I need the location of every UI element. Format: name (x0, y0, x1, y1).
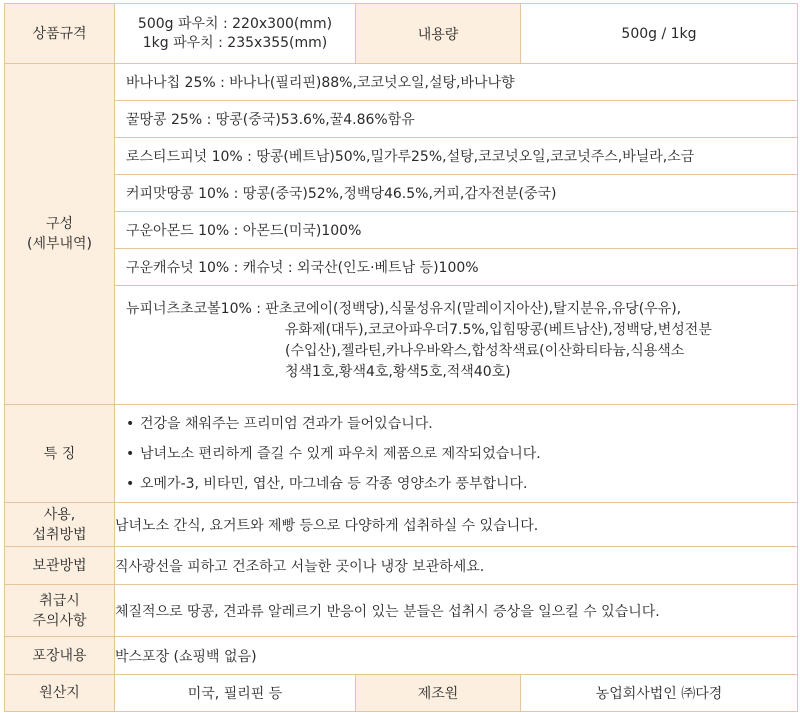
row-feature (5, 405, 798, 503)
row-composition (5, 64, 798, 405)
feature-item (115, 469, 797, 499)
feature-list (115, 405, 798, 503)
bullet-icon: • (126, 445, 135, 462)
label-caution-line2: 주의사항 (32, 612, 87, 629)
label-content: 내용량 (356, 4, 521, 64)
origin-value: 미국, 필리핀 등 (115, 675, 356, 712)
row-caution (5, 585, 798, 637)
composition-item-chocoball (115, 286, 797, 389)
label-size: 상품규격 (5, 4, 115, 64)
composition-item: 바나나칩 25% : 바나나(필리핀)88%,코코넛오일,설탕,바나나향 (115, 64, 797, 101)
spec-table (4, 3, 798, 712)
size-value (115, 4, 356, 64)
content-value: 500g / 1kg (521, 4, 798, 64)
label-maker: 제조원 (356, 675, 521, 712)
composition-item: 구운아몬드 10% : 아몬드(미국)100% (115, 212, 797, 249)
label-composition-line2: (세부내역) (26, 236, 93, 252)
feature-item (115, 409, 797, 439)
bullet-icon: • (126, 415, 135, 432)
label-storage: 보관방법 (5, 547, 115, 585)
row-size (5, 4, 798, 64)
composition-list (115, 64, 798, 405)
chocoball-line3: (수입산),젤라틴,카나우바왁스,합성착색료(이산화티타늄,식용색소 (285, 343, 685, 359)
maker-value: 농업회사법인 ㈜다경 (521, 675, 798, 712)
label-composition (5, 64, 115, 405)
row-package (5, 637, 798, 675)
row-usage (5, 503, 798, 547)
storage-value: 직사광선을 피하고 건조하고 서늘한 곳이나 냉장 보관하세요. (115, 547, 798, 585)
feature-text: 건강을 채워주는 프리미엄 견과가 들어있습니다. (140, 415, 433, 432)
size-line-1kg: 1kg 파우치 : 235x355(mm) (142, 34, 328, 51)
package-value: 박스포장 (쇼핑백 없음) (115, 637, 798, 675)
row-origin (5, 675, 798, 712)
composition-item: 구운캐슈넛 10% : 캐슈넛 : 외국산(인도·베트남 등)100% (115, 249, 797, 286)
label-caution-line1: 취급시 (39, 592, 80, 609)
label-caution (5, 585, 115, 637)
caution-value: 체질적으로 땅콩, 견과류 알레르기 반응이 있는 분들은 섭취시 증상을 일으킬 수 있습니다. (115, 585, 798, 637)
composition-item: 로스티드피넛 10% : 땅콩(베트남)50%,밀가루25%,설탕,코코넛오일,코코넛주스,바닐라,소금 (115, 138, 797, 175)
composition-item: 꿀땅콩 25% : 땅콩(중국)53.6%,꿀4.86%함유 (115, 101, 797, 138)
chocoball-line4: 청색1호,황색4호,황색5호,적색40호) (285, 364, 511, 380)
usage-value: 남녀노소 간식, 요거트와 제빵 등으로 다양하게 섭취하실 수 있습니다. (115, 503, 798, 547)
label-usage (5, 503, 115, 547)
label-usage-line2: 섭취방법 (32, 526, 87, 543)
chocoball-line2: 유화제(대두),코코아파우더7.5%,입힘땅콩(베트남산),정백당,변성전분 (285, 322, 712, 338)
feature-text: 남녀노소 편리하게 즐길 수 있게 파우치 제품으로 제작되었습니다. (140, 445, 541, 462)
label-origin: 원산지 (5, 675, 115, 712)
row-storage (5, 547, 798, 585)
size-line-500g: 500g 파우치 : 220x300(mm) (137, 15, 333, 32)
bullet-icon: • (126, 475, 135, 492)
feature-item (115, 439, 797, 469)
composition-item: 커피맛땅콩 10% : 땅콩(중국)52%,정백당46.5%,커피,감자전분(중국) (115, 175, 797, 212)
label-package: 포장내용 (5, 637, 115, 675)
label-composition-line1: 구성 (45, 216, 74, 232)
label-feature: 특 징 (5, 405, 115, 503)
label-usage-line1: 사용, (43, 506, 76, 523)
feature-text: 오메가-3, 비타민, 엽산, 마그네슘 등 각종 영양소가 풍부합니다. (140, 475, 528, 492)
chocoball-line1: 뉴피너츠초코볼10% : 판초코에이(정백당),식물성유지(말레이지아산),탈지분유,유당(우유), (126, 301, 682, 317)
